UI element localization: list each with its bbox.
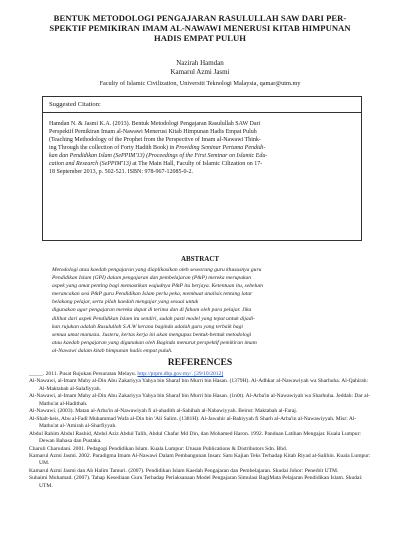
citation-label: Suggested Citation: [49, 101, 101, 108]
reference-item: Kamarul Azmi Jasmi dan Ab Halim Tamuri. (2007). Pendidikan Islam Kaedah Pengajaran dan Pembelajaran. Skudai Johor: Penerbit UTM. [29, 467, 339, 474]
abstract-line: aspek yang amat penting bagi memastikan wujudnya P&P itu berjaya. Ketentuan itu, sebelum [52, 283, 263, 290]
citation-line: Perspektif Pemikiran Imam al-Nawawi Menerusi Kitab Himpunan Hadis Empat Puluh [49, 128, 257, 135]
reference-text: _____. 2011. Pusat Rujukan Persuratan Melayu. [29, 371, 138, 377]
citation-line: kan dan Pendidikan Islam (SePPIM'13) (Proceedings of the First Seminar on Islamic Edu- [49, 152, 268, 159]
abstract-line: belakang pelajar, serta pilah kaedah mengajar yang sesuai untuk [52, 299, 199, 306]
abstract-line: al-Nawawi dalam kitab himpunan hadis empat puluh. [52, 347, 173, 354]
reference-item: Al-Nawawi, al-Imam Mahy al-Din Abu Zakariyya Yahya bin Sharaf bin Murri bin Hasan. (1379H). Al-Adhkar al-Nawawiyah wa Sharhuha. Al-Qahirah: Al-Maktabah al-Salafiyyah. [29, 378, 369, 392]
abstract-line: Pendidikan Islam (GPI) dalam pengajaran dan pembelajaran (P&P) mereka merupakan [52, 275, 252, 282]
citation-line: 18 September 2013, p. 502-521. ISBN: 978-967-12085-0-2. [49, 168, 193, 175]
citation-line: Hamdan N. & Jasmi K.A. (2013). Bentuk Metodologi Pengajaran Rasulullah SAW Dari [49, 121, 261, 127]
abstract-heading: ABSTRACT [180, 255, 220, 263]
title-line: BENTUK METODOLOGI PENGAJARAN RASULULLAH SAW DARI PER- [53, 13, 347, 23]
abstract-line: digunakan agar pengajaran mereka dapat di terima dan di faham oleh para pelajar. Jika [52, 307, 252, 314]
reference-item: Charuli Charudani. 2001. Pedagogi Pendidikan Islam. Kuala Lumpur: Utusan Publications & Distributors Sdn. Bhd. [29, 445, 288, 452]
abstract-line: Metodologi atau kaedah pengajaran yang diaplikasikan oleh seseorang guru khususnya guru [52, 267, 262, 273]
abstract-line: semua umat manusia. Justeru, kertas kerja ini akan mengupas bentuk-bentuk metodologi [52, 331, 252, 338]
references-heading: REFERENCES [167, 357, 233, 368]
abstract-line: merancakan sesi P&P guru Pendidikan Islam perlu peka, membuat analisis tentang latar [52, 291, 253, 298]
abstract-line: kan rujukan adalah Rasulullah S.A.W kerana baginda adalah guru yang terbaik bagi [52, 323, 243, 330]
citation-divider [43, 112, 361, 113]
abstract-line: dilihat dari aspek Pendidikan Islam itu sendiri, sudah pasti model yang tepat untuk dijadi- [52, 315, 255, 322]
author-name: Nazirah Hamdan [176, 59, 224, 67]
citation-line: (Teaching Methodology of the Prophet from the Perspective of Imam al-Nawawi Think- [49, 136, 261, 143]
abstract-line: atau kaedah pengajaran yang digunakan oleh Baginda menurut perspektif pemikiran imam [52, 339, 257, 346]
citation-line-part: at The Main Hall, Faculty of Islamic Cilization on 17- [130, 160, 263, 167]
suggested-citation-box [42, 96, 362, 241]
citation-proceedings-title: cation and Research (SePPIM'13) [49, 160, 131, 167]
author-name: Kamarul Azmi Jasmi [170, 67, 230, 76]
reference-item: Kamarul Azmi Jasmi. 2002. Paradigma Imam Al-Nawawi Dalam Pembangunan Insan: Satu Kajian Teks Terhadap Kitab Riyad al-Salihin. Kuala Lumpur: UM. [29, 452, 371, 467]
reference-item: Al-Nawawi. (2003). Matan al-Arba'in al-Nawawiyah fi al-ahadith al-Sahihah al-Nabawiyyah. Beirut: Maktabah al-Faraj. [29, 408, 298, 415]
author-list [0, 59, 400, 77]
citation-text [49, 121, 355, 177]
citation-proceedings-title: Providing Seminar Pertama Pendidi- [175, 144, 266, 151]
reference-link[interactable]: http://prpm.dbp.gov.my/. [29/10/2012] [137, 371, 224, 377]
citation-line [49, 161, 355, 169]
title-line: SPEKTIF PEMIKIRAN IMAM AL-NAWAWI MENERUSI KITAB HIMPUNAN [49, 23, 351, 34]
reference-item: Al-Shalt-heis, Abu al-Fadl Muhammad Wafa al-Din bin 'Ali Salim. (1381H). Al-Jawahir al-Bahiyyah fi Sharh al-Arba'in al-Nawawiyyah. Misr: Al-Mathu'at al-'Amirah al-Sharfiyyah. [29, 415, 357, 430]
paper-title [30, 13, 370, 44]
reference-item: Suhaimi Muhamad. (2007). Tahap Kesediaan Guru Terhadap Perlaksanaan Model Pengajaran Simulasi BagiMata Pelajaran Pendidikan Islam. Skudai: UTM. [29, 475, 363, 489]
reference-item: Al-Nawawi, al-Imam Mahy al-Din Abu Zakariyya Yahya bin Sharaf bin Murri bin Hasan. (1n0t). Al-Arba'in al-Nawawiyah wa Sharhuha. Jeddah: Dar al-Mathu'at al-Hadithah. [29, 393, 370, 407]
reference-list [29, 371, 373, 490]
affiliation: Faculty of Islamic Civilization, Universiti Teknologi Malaysia, qamar@utm.my [99, 80, 301, 87]
citation-line [49, 145, 355, 153]
title-line: HADIS EMPAT PULUH [153, 33, 247, 44]
citation-line-part: ing Through the collection of Forty Hadith Book) in [49, 144, 175, 151]
abstract-body [52, 266, 352, 355]
reference-item: Abdul Rahim Abdul Rashid, Abdul Aziz Abdul Talib, Abdul Chafar Md Din, dan Mohamed Haron. 1992. Panduan Latihan Mengajar. Kuala Lumpur: Dewan Bahasa dan Pustaka. [29, 430, 361, 445]
